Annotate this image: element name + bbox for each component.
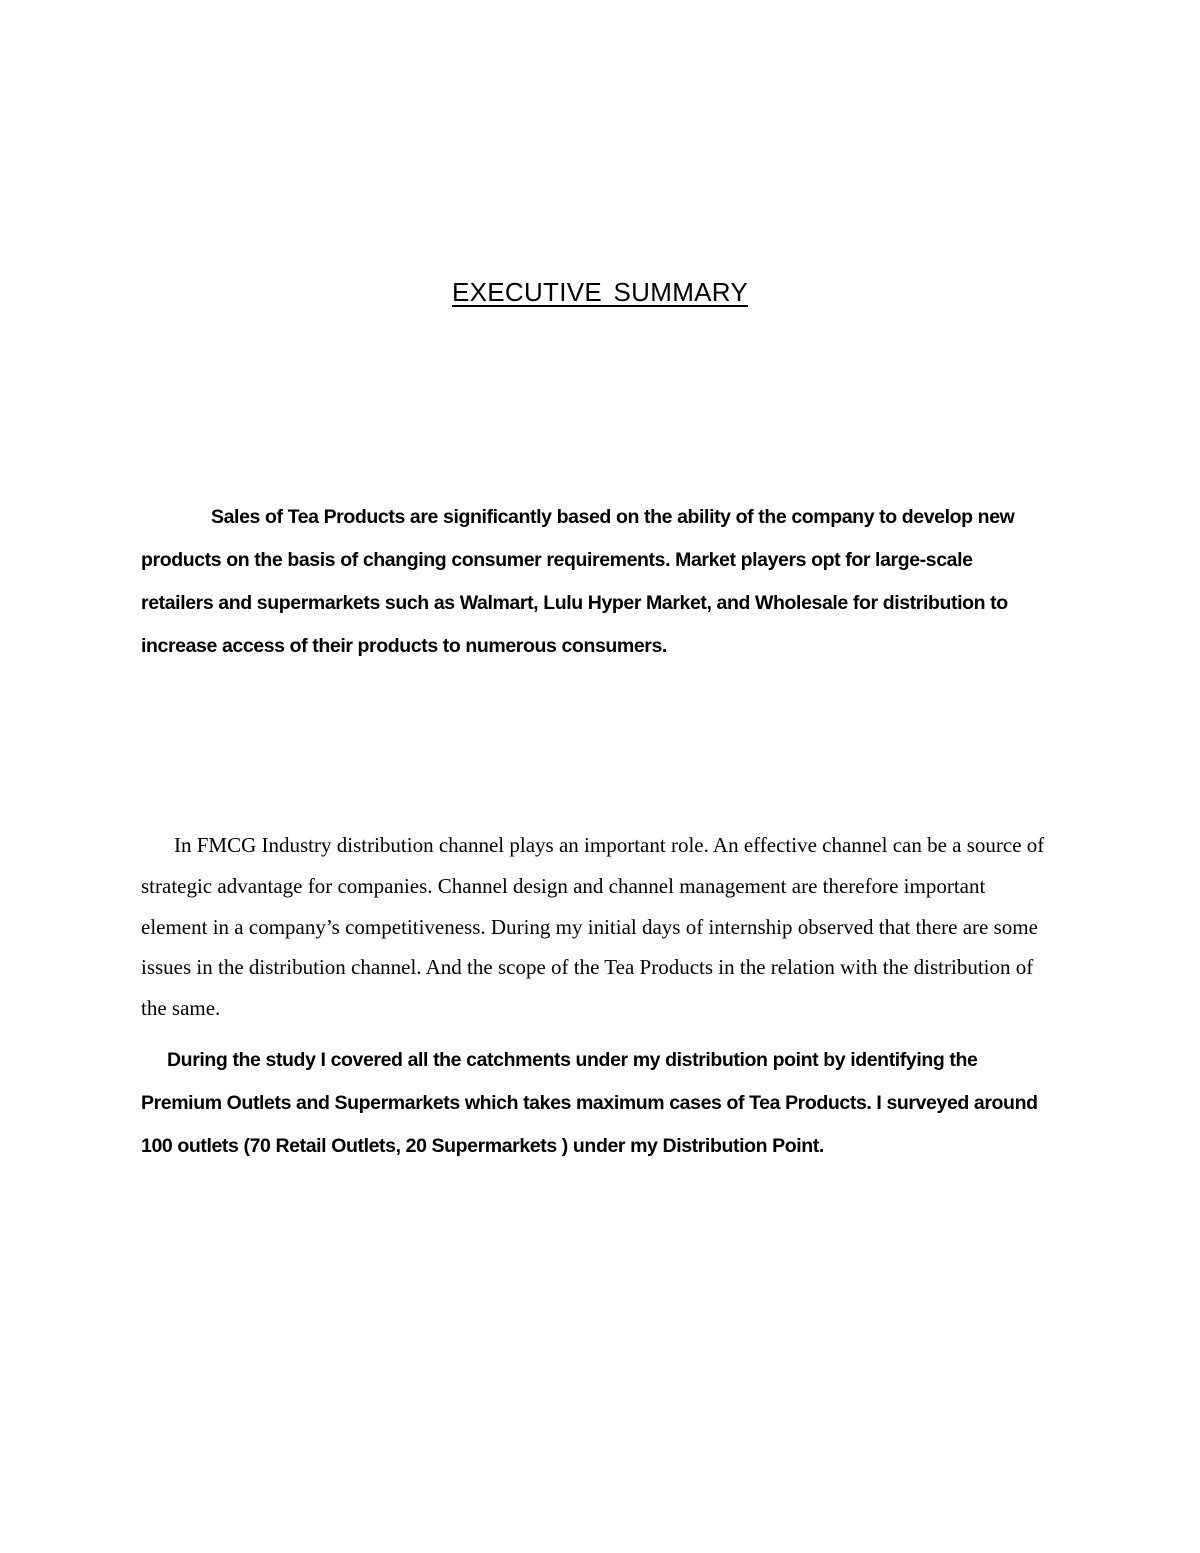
paragraph-tea-sales: Sales of Tea Products are significantly based on the ability of the company to develop new products on the basis of changing consumer requirements. Market players opt for large-scale retailers and supermarkets such as Walmart, Lulu Hyper Market, and Wholesale for distribution to increase access of their products to numerous consumers. (141, 506, 1015, 657)
paragraph-study-survey: During the study I covered all the catchments under my distribution point by identifying the Premium Outlets and Supermarkets which takes maximum cases of Tea Products. I surveyed around 100 outlets (70 Retail Outlets, 20 Supermarkets ) under my Distribution Point. (141, 1049, 1038, 1157)
paragraph-fmcg-distribution: In FMCG Industry distribution channel plays an important role. An effective channel can be a source of strategic advantage for companies. Channel design and channel management are therefore important element in a company’s competitiveness. During my initial days of internship observed that there are some issues in the distribution channel. And the scope of the Tea Products in the relation with the distribution of the same. (141, 833, 1045, 1021)
page-title: EXECUTIVE SUMMARY (451, 277, 749, 307)
